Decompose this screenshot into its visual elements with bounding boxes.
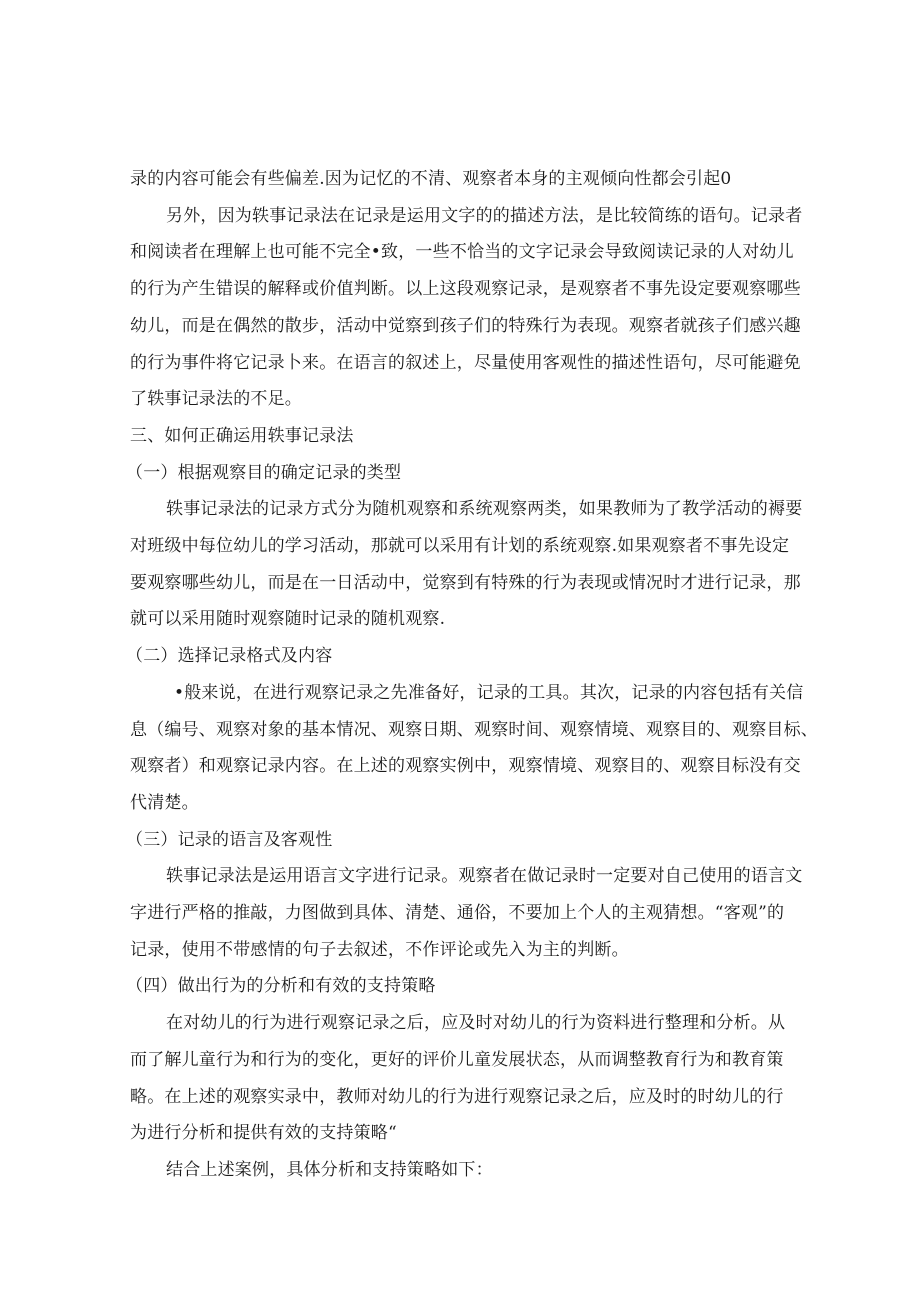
text-line-13: 就可以采用随时观察随时记录的随机观察. [130, 609, 446, 630]
text-line-21: 字进行严格的推敲，力图做到具体、清楚、通俗，不要加上个人的主观猜想。“客观”的 [130, 903, 785, 924]
text-line-4: 的行为产生错误的解释或价值判断。以上这段观察记录，是观察者不事先设定要观察哪些 [130, 279, 801, 300]
subsection-heading-1: （一）根据观察目的确定记录的类型 [126, 462, 402, 483]
paragraph-start-line: 另外，因为轶事记录法在记录是运用文字的的描述方法，是比较简练的语句。记录者 [166, 205, 803, 226]
text-line-18: 代清楚。 [130, 792, 199, 813]
text-line-6: 的行为事件将它记录卜来。在语言的叙述上，尽量使用客观性的描述性语句，尽可能避免 [130, 352, 801, 373]
subsection-heading-3: （三）记录的语言及客观性 [126, 829, 333, 850]
paragraph-start-line: 轶事记录法是运用语言文字进行记录。观察者在做记录时一定要对自己使用的语言文 [166, 866, 803, 887]
paragraph-start-line: 在对幼儿的行为进行观察记录之后，应及时对幼儿的行为资料进行整理和分析。从 [166, 1013, 786, 1034]
subsection-heading-4: （四）做出行为的分析和有效的支持策略 [126, 976, 436, 997]
text-line-25: 而了解儿童行为和行为的变化，更好的评价儿童发展状态，从而调整教育行为和教育策 [130, 1049, 784, 1070]
text-line-5: 幼儿，而是在偶然的散步，活动中觉察到孩子们的特殊行为表现。观察者就孩子们感兴趣 [130, 315, 801, 336]
text-line-17: 观察者）和观察记录内容。在上述的观察实例中，观察情境、观察目的、观察目标没有交 [130, 756, 801, 777]
text-line-22: 记录，使用不带感情的句子去叙述，不作评论或先入为主的判断。 [130, 939, 629, 960]
paragraph-start-line: •般来说，在进行观察记录之先准备好，记录的工具。其次，记录的内容包括有关信 [174, 682, 804, 703]
subsection-heading-2: （二）选择记录格式及内容 [126, 646, 333, 667]
section-heading: 三、如何正确运用轶事记录法 [130, 425, 354, 446]
document-page [126, 161, 818, 1189]
paragraph-start-line: 轶事记录法的记录方式分为随机观察和系统观察两类，如果教师为了教学活动的褥要 [166, 499, 803, 520]
text-line-26: 略。在上述的观察实录中，教师对幼儿的行为进行观察记录之后，应及时的时幼儿的行 [130, 1086, 784, 1107]
text-line-1: 录的内容可能会有些偏差.因为记忆的不清、观察者本身的主观倾向性都会引起0 [130, 169, 732, 189]
text-line-16: 息（编号、观察对象的基本情况、观察日期、观察时间、观察情境、观察目的、观察目标、 [130, 719, 818, 740]
text-line-3: 和阅读者在理解上也可能不完全•致，一些不恰当的文字记录会导致阅读记录的人对幼儿 [130, 242, 794, 263]
text-line-27: 为进行分析和提供有效的支持策略“ [130, 1123, 397, 1144]
text-line-12: 要观察哪些幼儿，而是在一日活动中，觉察到有特殊的行为表现或情况时才进行记录，那 [130, 572, 801, 593]
paragraph-start-line: 结合上述案例，具体分析和支持策略如下： [166, 1159, 493, 1180]
text-line-7: 了轶事记录法的不足。 [130, 389, 302, 410]
text-line-11: 对班级中每位幼儿的学习活动，那就可以采用有计划的系统观察.如果观察者不事先设定 [130, 536, 790, 557]
